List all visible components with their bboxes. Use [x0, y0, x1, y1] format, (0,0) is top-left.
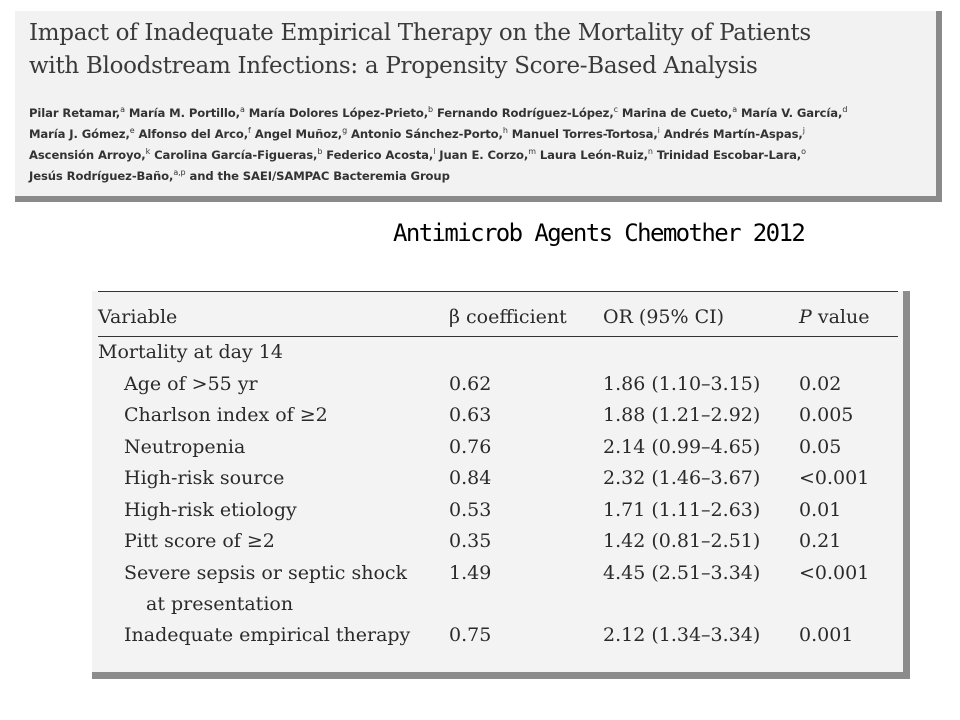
author-affiliation-mark: n	[647, 146, 653, 156]
article-header-clipping	[15, 11, 942, 202]
table-row	[98, 432, 898, 464]
author-name: Alfonso del Arco,	[138, 126, 249, 141]
results-table	[98, 291, 898, 651]
author-name: Marina de Cueto,	[621, 105, 733, 120]
author-list	[29, 101, 936, 184]
cell-variable: Inadequate empirical therapy	[124, 623, 411, 646]
cell-or-ci: 1.71 (1.11–2.63)	[603, 498, 761, 521]
cell-beta: 0.62	[449, 372, 492, 395]
table-row	[98, 620, 898, 652]
cell-variable: Age of >55 yr	[124, 372, 258, 395]
cell-p-value: <0.001	[799, 467, 870, 489]
column-header-beta: β coefficient	[449, 292, 603, 337]
author-name: María M. Portillo,	[128, 105, 240, 120]
cell-p-value: 0.001	[799, 623, 854, 646]
author-affiliation-mark: d	[842, 105, 848, 114]
author-name: Juan E. Corzo,	[439, 147, 529, 162]
author-name: Trinidad Escobar-Lara,	[656, 147, 802, 162]
author-affiliation-mark: e	[129, 125, 135, 135]
cell-beta: 0.75	[449, 623, 492, 646]
author-affiliation-mark: a	[239, 105, 245, 114]
p-value-italic: P	[799, 306, 812, 328]
author-name: Andrés Martín-Aspas,	[663, 126, 803, 141]
cell-beta: 0.53	[449, 498, 492, 521]
author-line	[29, 101, 936, 122]
cell-beta: 0.76	[449, 435, 492, 458]
cell-p-value: 0.005	[799, 404, 854, 426]
group-label: Mortality at day 14	[98, 341, 283, 363]
author-line	[29, 164, 936, 185]
author-name: Federico Acosta,	[326, 147, 434, 162]
author-affiliation-mark: a	[732, 105, 738, 114]
author-line	[29, 143, 936, 164]
cell-or-ci: 2.14 (0.99–4.65)	[603, 435, 761, 458]
author-name: Jesús Rodríguez-Baño,	[29, 168, 174, 183]
citation-text: Antimicrob Agents Chemother 2012	[393, 219, 805, 247]
author-name: Antonio Sánchez-Porto,	[351, 126, 503, 141]
cell-or-ci: 1.88 (1.21–2.92)	[603, 404, 761, 426]
cell-p-value: <0.001	[799, 561, 870, 584]
table-row	[98, 526, 898, 558]
author-name: María J. Gómez,	[29, 126, 130, 141]
author-affiliation-mark: h	[502, 125, 508, 135]
table-header-row	[98, 292, 898, 337]
table-body	[98, 337, 898, 652]
author-affiliation-mark: b	[317, 146, 323, 156]
author-line	[29, 122, 936, 143]
author-name: María V. García,	[740, 105, 843, 120]
cell-variable: High-risk source	[124, 467, 285, 489]
column-header-p-value: P value	[799, 292, 898, 337]
author-name: Ascensión Arroyo,	[29, 147, 146, 162]
cell-p-value: 0.01	[799, 498, 842, 521]
cell-or-ci: 1.42 (0.81–2.51)	[603, 530, 761, 552]
cell-or-ci: 2.32 (1.46–3.67)	[603, 467, 761, 489]
column-header-or-ci: OR (95% CI)	[603, 292, 799, 337]
table-row	[98, 400, 898, 432]
author-name: María Dolores López-Prieto,	[248, 105, 429, 120]
author-affiliation-mark: o	[801, 146, 806, 156]
author-affiliation-mark: c	[613, 105, 618, 114]
column-header-variable: Variable	[98, 292, 449, 337]
table-row	[98, 558, 898, 620]
author-affiliation-mark: a	[120, 105, 125, 114]
article-title	[29, 17, 936, 83]
cell-variable: Charlson index of ≥2	[124, 404, 328, 426]
author-name: and the SAEI/SAMPAC Bacteremia Group	[189, 168, 450, 183]
cell-or-ci: 4.45 (2.51–3.34)	[603, 561, 761, 584]
author-affiliation-mark: j	[802, 125, 805, 135]
author-affiliation-mark: g	[342, 125, 348, 135]
cell-beta: 0.35	[449, 530, 492, 552]
author-name: Carolina García-Figueras,	[154, 147, 318, 162]
author-name: Laura León-Ruiz,	[539, 147, 648, 162]
author-affiliation-mark: m	[528, 146, 536, 156]
cell-variable: High-risk etiology	[124, 498, 297, 521]
table-row	[98, 369, 898, 401]
cell-variable: Pitt score of ≥2	[124, 530, 275, 552]
article-title-line-1: Impact of Inadequate Empirical Therapy on the Mortality of Patients	[29, 20, 811, 46]
cell-variable: Neutropenia	[124, 435, 246, 458]
cell-variable	[98, 558, 449, 620]
table-row	[98, 495, 898, 527]
cell-or-ci: 1.86 (1.10–3.15)	[603, 372, 761, 395]
cell-p-value: 0.21	[799, 530, 842, 552]
cell-beta: 1.49	[449, 561, 492, 584]
author-affiliation-mark: l	[433, 146, 436, 156]
author-affiliation-mark: a,p	[173, 167, 186, 177]
cell-beta: 0.63	[449, 404, 492, 426]
cell-variable-line-1: Severe sepsis or septic shock	[124, 561, 408, 584]
author-affiliation-mark: i	[657, 125, 660, 135]
group-row	[98, 337, 898, 369]
author-name: Angel Muñoz,	[254, 126, 343, 141]
author-affiliation-mark: k	[145, 146, 151, 156]
author-affiliation-mark: b	[428, 105, 433, 114]
author-affiliation-mark: f	[248, 125, 251, 135]
cell-beta: 0.84	[449, 467, 492, 489]
author-name: Fernando Rodríguez-López,	[436, 105, 614, 120]
cell-or-ci: 2.12 (1.34–3.34)	[603, 623, 761, 646]
author-name: Pilar Retamar,	[29, 105, 121, 120]
table-row	[98, 463, 898, 495]
cell-variable-line-2: at presentation	[146, 592, 294, 615]
article-title-line-2: with Bloodstream Infections: a Propensity Score-Based Analysis	[29, 53, 758, 79]
results-table-clipping	[92, 291, 910, 679]
cell-p-value: 0.02	[799, 372, 842, 395]
author-name: Manuel Torres-Tortosa,	[511, 126, 658, 141]
cell-p-value: 0.05	[799, 435, 842, 458]
